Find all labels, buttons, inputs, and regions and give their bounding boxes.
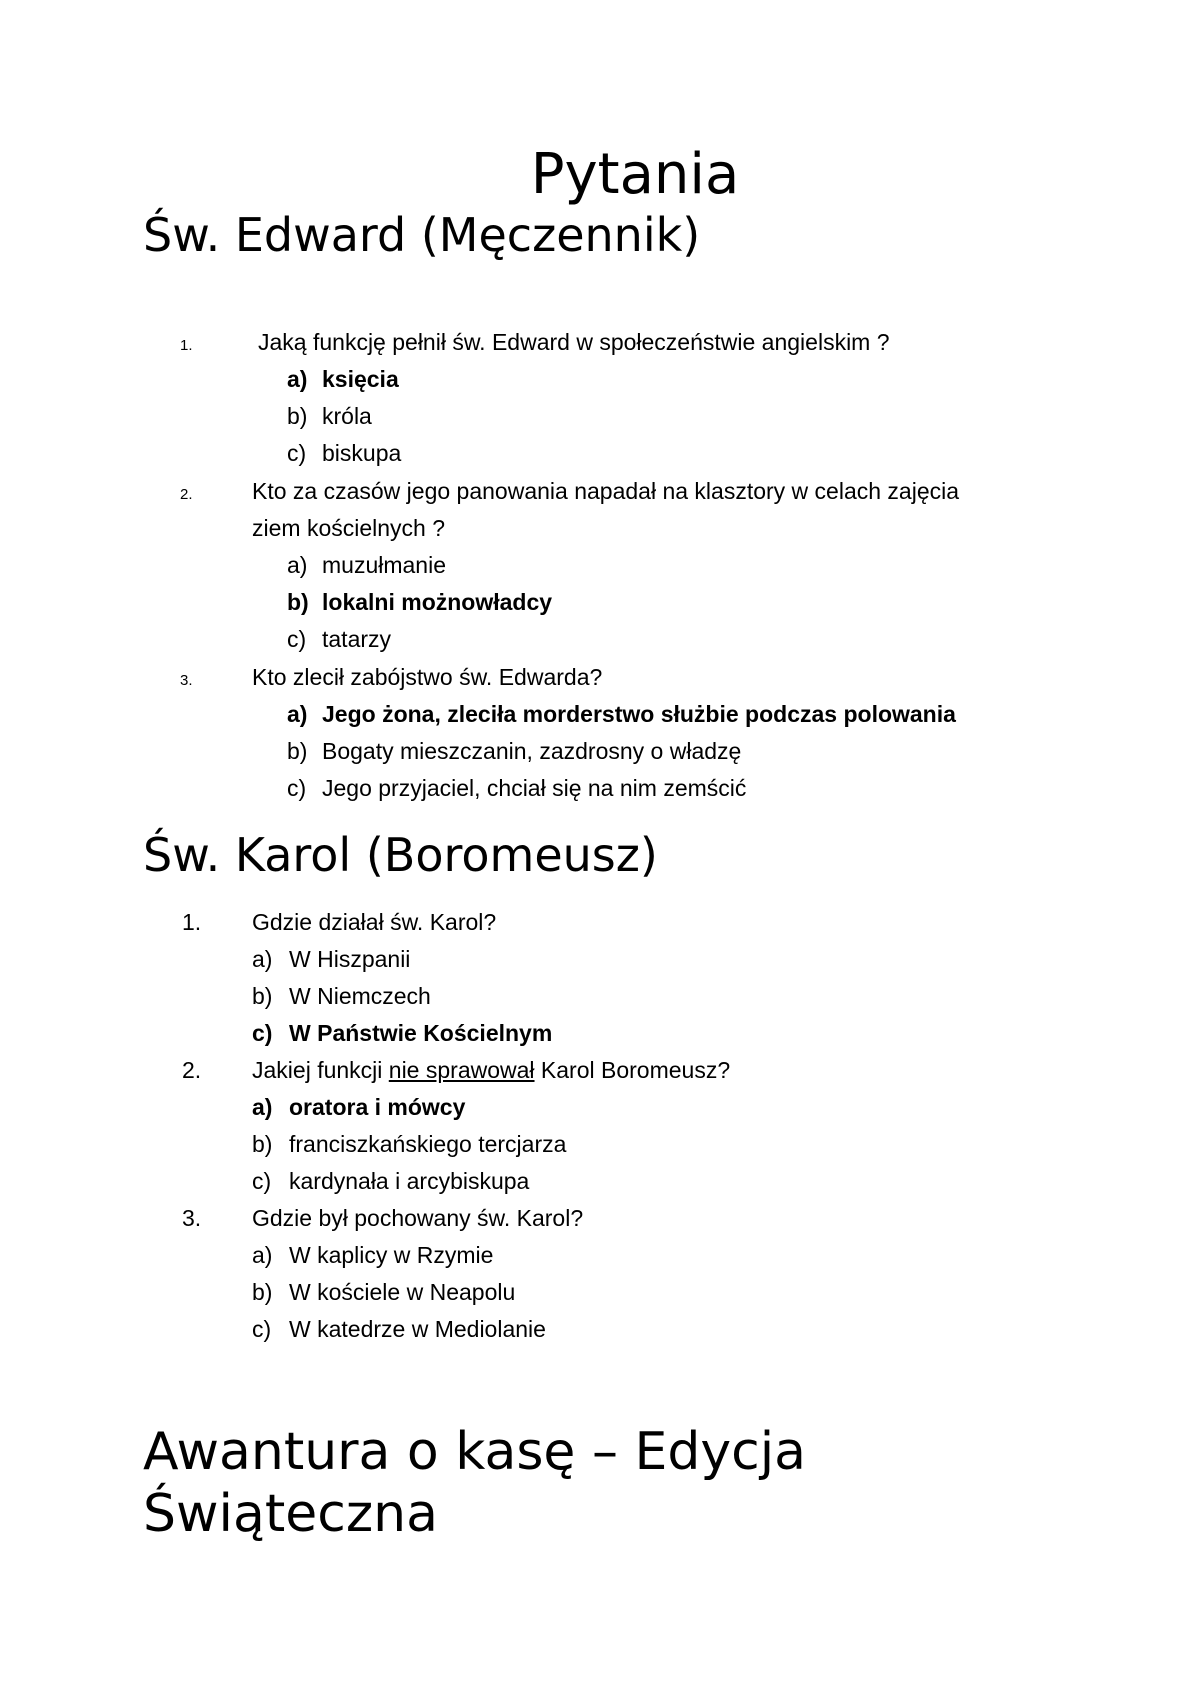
question-text: Gdzie był pochowany św. Karol?	[252, 1205, 584, 1231]
answer-letter: a)	[252, 1094, 273, 1120]
underlined-phrase: nie sprawował	[388, 1057, 535, 1083]
question-text: Kto zlecił zabójstwo św. Edwarda?	[252, 664, 603, 690]
question-number: 1.	[180, 337, 193, 354]
answer-text: franciszkańskiego tercjarza	[289, 1131, 567, 1157]
answer-letter: c)	[287, 775, 307, 801]
answer-letter: b)	[287, 589, 309, 615]
answer-letter: c)	[287, 626, 307, 652]
answer-text-correct: W Państwie Kościelnym	[289, 1020, 553, 1046]
answer-letter: a)	[252, 946, 273, 972]
answer-text: muzułmanie	[322, 552, 446, 578]
answer-letter: b)	[252, 1131, 273, 1157]
final-heading-line2: Świąteczna	[143, 1484, 438, 1544]
answer-text: W Hiszpanii	[289, 946, 411, 972]
answer-text: Bogaty mieszczanin, zazdrosny o władzę	[322, 738, 742, 764]
question-text: ziem kościelnych ?	[252, 515, 446, 541]
answer-letter: b)	[252, 1279, 273, 1305]
question-text: Jaką funkcję pełnił św. Edward w społeczeństwie angielskim ?	[258, 329, 890, 355]
question-number: 3.	[182, 1205, 202, 1231]
answer-letter: c)	[287, 440, 307, 466]
answer-letter: c)	[252, 1020, 273, 1046]
answer-letter: a)	[287, 552, 308, 578]
answer-text: W katedrze w Mediolanie	[289, 1316, 546, 1342]
question-number: 3.	[180, 672, 193, 689]
final-heading-line1: Awantura o kasę – Edycja	[143, 1422, 807, 1482]
question-text: Gdzie działał św. Karol?	[252, 909, 497, 935]
answer-text: kardynała i arcybiskupa	[289, 1168, 530, 1194]
section-heading-karol: Św. Karol (Boromeusz)	[143, 828, 658, 882]
answer-letter: b)	[287, 738, 308, 764]
answer-text-correct: oratora i mówcy	[289, 1094, 466, 1120]
answer-letter: a)	[252, 1242, 273, 1268]
question-text: Jakiej funkcji nie sprawował Karol Boromeusz?	[252, 1057, 731, 1083]
answer-text: W Niemczech	[289, 983, 431, 1009]
answer-text-correct: księcia	[322, 366, 399, 392]
answer-text: W kaplicy w Rzymie	[289, 1242, 494, 1268]
question-number: 2.	[180, 486, 193, 503]
answer-letter: b)	[252, 983, 273, 1009]
answer-letter: a)	[287, 701, 308, 727]
answer-text: biskupa	[322, 440, 402, 466]
question-text: Kto za czasów jego panowania napadał na klasztory w celach zajęcia	[252, 478, 960, 504]
question-number: 2.	[182, 1057, 202, 1083]
answer-text: tatarzy	[322, 626, 392, 652]
answer-text: Jego przyjaciel, chciał się na nim zemścić	[322, 775, 747, 801]
document-title: Pytania	[530, 142, 740, 207]
answer-text-correct: lokalni możnowładcy	[322, 589, 553, 615]
answer-text-correct: Jego żona, zleciła morderstwo służbie podczas polowania	[322, 701, 956, 727]
answer-letter: a)	[287, 366, 308, 392]
answer-text: W kościele w Neapolu	[289, 1279, 516, 1305]
answer-letter: c)	[252, 1168, 272, 1194]
section-heading-edward: Św. Edward (Męczennik)	[143, 208, 701, 262]
answer-letter: c)	[252, 1316, 272, 1342]
question-number: 1.	[182, 909, 202, 935]
answer-letter: b)	[287, 403, 308, 429]
answer-text: króla	[322, 403, 372, 429]
